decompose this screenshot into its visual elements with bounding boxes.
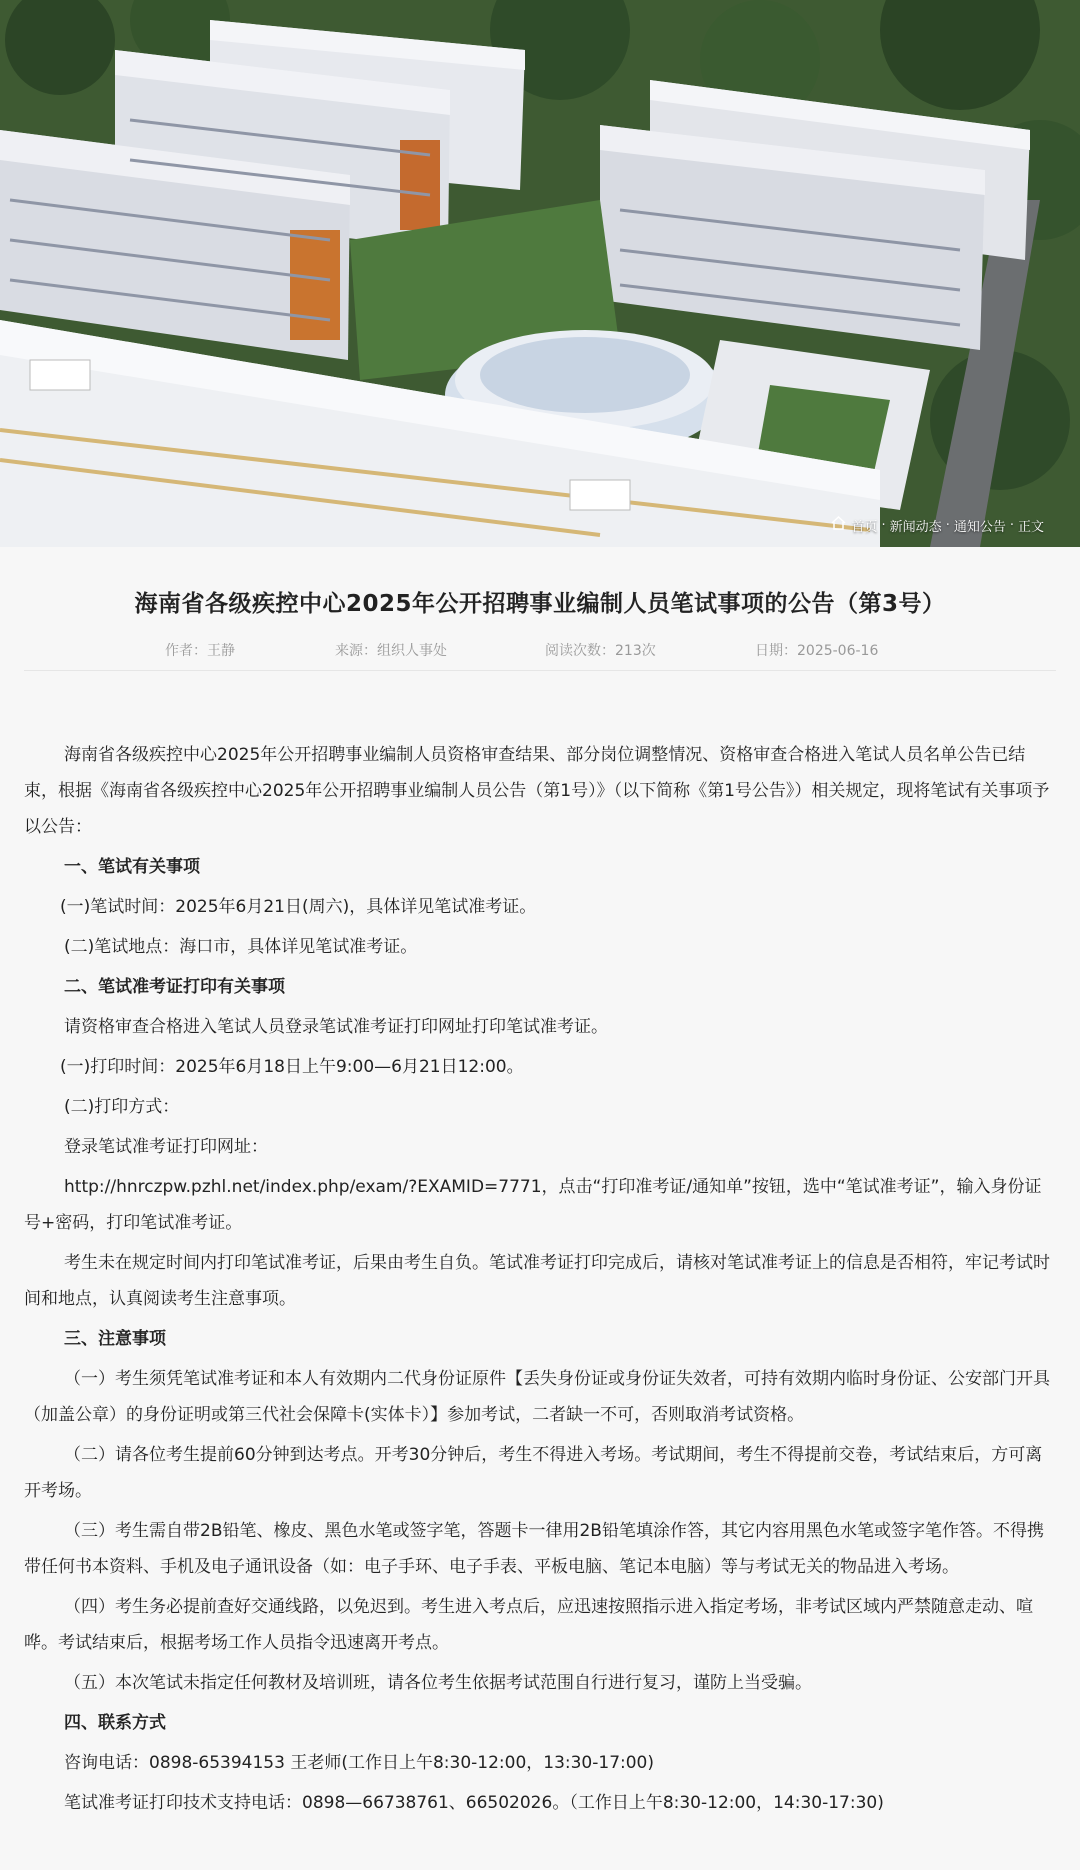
paragraph-note-3: （三）考生需自带2B铅笔、橡皮、黑色水笔或签字笔，答题卡一律用2B铅笔填涂作答，其它内容用黑色水笔或签字笔作答。不得携带任何书本资料、手机及电子通讯设备（如：电子手环、电子手表、平板电脑、笔记本电脑）等与考试无关的物品进入考场。: [24, 1521, 1044, 1577]
article: [0, 585, 1080, 1821]
breadcrumb-news-link[interactable]: 新闻动态: [889, 520, 942, 535]
paragraph-contact-phone: 咨询电话：0898-65394153 王老师(工作日上午8:30-12:00，13:30-17:00): [64, 1753, 655, 1773]
home-icon[interactable]: [831, 519, 846, 533]
article-meta: [24, 640, 1056, 671]
paragraph-note-5: （五）本次笔试未指定任何教材及培训班，请各位考生依据考试范围自行进行复习，谨防上当受骗。: [64, 1673, 812, 1693]
paragraph-print-time: (一)打印时间：2025年6月18日上午9:00—6月21日12:00。: [60, 1057, 524, 1077]
section-heading-2: 二、笔试准考证打印有关事项: [64, 977, 285, 997]
paragraph-print-method: (二)打印方式：: [64, 1097, 180, 1117]
breadcrumb-notices-link[interactable]: 通知公告: [953, 520, 1006, 535]
article-source: 来源：组织人事处: [335, 643, 447, 659]
paragraph-print-url[interactable]: http://hnrczpw.pzhl.net/index.php/exam/?EXAMID=7771，点击“打印准考证/通知单”按钮，选中“笔试准考证”，输入身份证号+密码，打印笔试准考证。: [24, 1177, 1042, 1233]
article-body: [24, 737, 1056, 1821]
paragraph-print-url-label: 登录笔试准考证打印网址：: [64, 1137, 268, 1157]
paragraph-note-1: （一）考生须凭笔试准考证和本人有效期内二代身份证原件【丢失身份证或身份证失效者，可持有效期内临时身份证、公安部门开具（加盖公章）的身份证明或第三代社会保障卡(实体卡）】参加考试，二者缺一不可，否则取消考试资格。: [24, 1369, 1050, 1425]
article-date: 日期：2025-06-16: [755, 643, 879, 659]
paragraph-exam-location: (二)笔试地点：海口市，具体详见笔试准考证。: [64, 937, 418, 957]
section-heading-4: 四、联系方式: [64, 1713, 166, 1733]
paragraph-intro: 海南省各级疾控中心2025年公开招聘事业编制人员资格审查结果、部分岗位调整情况、资格审查合格进入笔试人员名单公告已结束，根据《海南省各级疾控中心2025年公开招聘事业编制人员公告（第1号）》（以下简称《第1号公告》）相关规定，现将笔试有关事项予以公告：: [24, 745, 1050, 837]
paragraph-tech-support-phone: 笔试准考证打印技术支持电话：0898—66738761、66502026。（工作日上午8:30-12:00，14:30-17:30): [64, 1793, 884, 1813]
breadcrumb-current: 正文: [1017, 520, 1044, 535]
breadcrumb-home-link[interactable]: 首页: [851, 520, 878, 535]
paragraph-print-intro: 请资格审查合格进入笔试人员登录笔试准考证打印网址打印笔试准考证。: [64, 1017, 608, 1037]
paragraph-exam-time: (一)笔试时间：2025年6月21日(周六)，具体详见笔试准考证。: [60, 897, 537, 917]
paragraph-print-note: 考生未在规定时间内打印笔试准考证，后果由考生自负。笔试准考证打印完成后，请核对笔试准考证上的信息是否相符，牢记考试时间和地点，认真阅读考生注意事项。: [24, 1253, 1050, 1309]
paragraph-note-2: （二）请各位考生提前60分钟到达考点。开考30分钟后，考生不得进入考场。考试期间，考生不得提前交卷，考试结束后，方可离开考场。: [24, 1445, 1043, 1501]
article-views: 阅读次数：213次: [545, 643, 656, 659]
campus-illustration: [0, 0, 1080, 547]
article-author: 作者：王静: [165, 643, 235, 659]
paragraph-note-4: （四）考生务必提前查好交通线路，以免迟到。考生进入考点后，应迅速按照指示进入指定考场，非考试区域内严禁随意走动、喧哗。考试结束后，根据考场工作人员指令迅速离开考点。: [24, 1597, 1033, 1653]
breadcrumb-separator: ·: [945, 518, 950, 533]
hero-banner-image: [0, 0, 1080, 547]
breadcrumb: [831, 516, 1044, 535]
breadcrumb-separator: ·: [1009, 518, 1014, 533]
section-heading-1: 一、笔试有关事项: [64, 857, 200, 877]
section-heading-3: 三、注意事项: [64, 1329, 166, 1349]
article-title: 海南省各级疾控中心2025年公开招聘事业编制人员笔试事项的公告（第3号）: [134, 591, 946, 617]
breadcrumb-separator: ·: [881, 518, 886, 533]
